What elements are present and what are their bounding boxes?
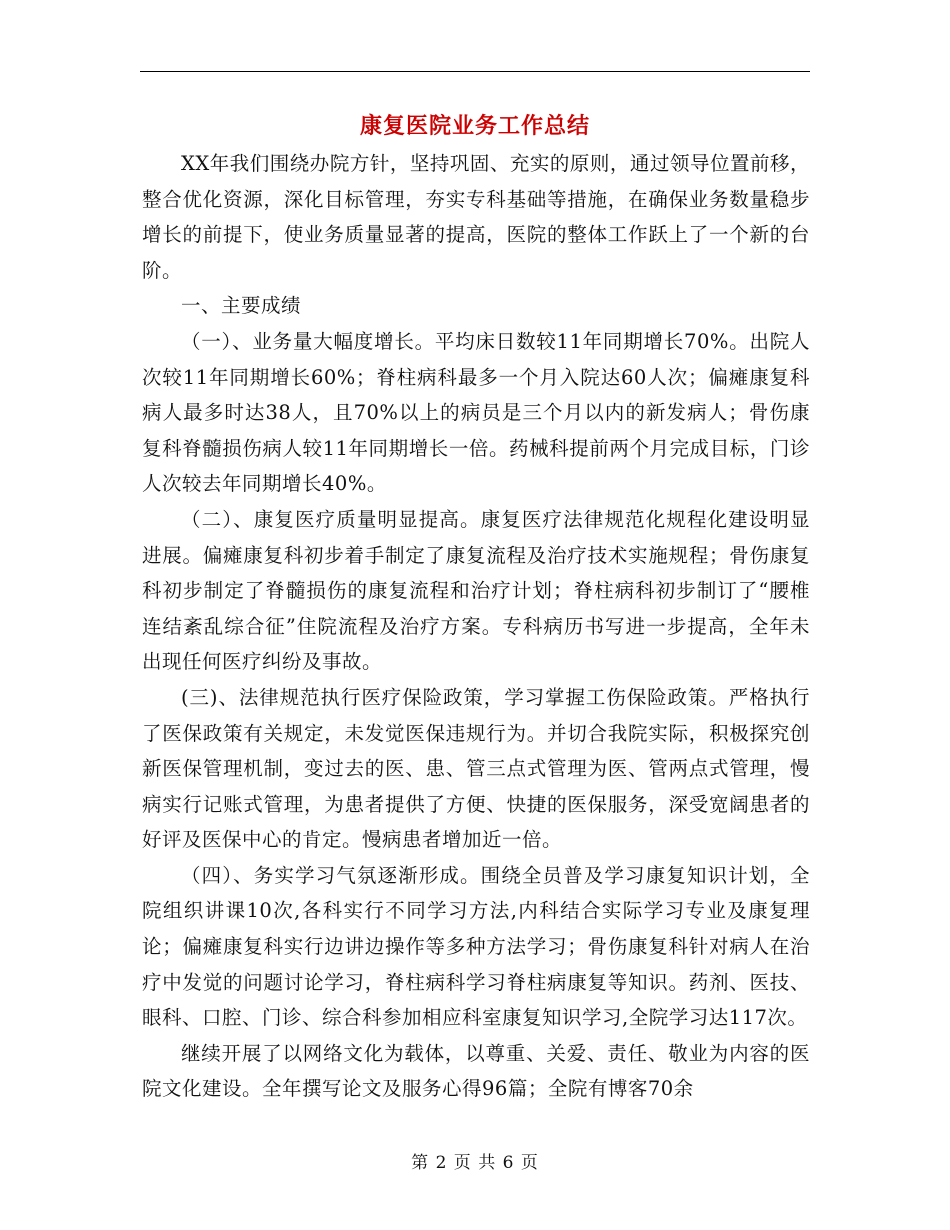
paragraph-item-1: （一）、业务量大幅度增长。平均床日数较11年同期增长70%。出院人次较11年同期增长60%；脊柱病科最多一个月入院达60人次；偏瘫康复科病人最多时达38人，且70%以上的病员是三个月以内的新发病人；骨伤康复科脊髓损伤病人较11年同期增长一倍。药械科提前两个月完成目标，门诊人次较去年同期增长40%。 — [142, 329, 810, 496]
section-heading-main-achievements: 一、主要成绩 — [181, 294, 302, 318]
document-body — [142, 146, 810, 1107]
page-number-footer: 第 2 页 共 6 页 — [411, 1153, 539, 1173]
paragraph-item-4: （四）、务实学习气氛逐渐形成。围绕全员普及学习康复知识计划，全院组织讲课10次,各科实行不同学习方法,内科结合实际学习专业及康复理论；偏瘫康复科实行边讲边操作等多种方法学习；骨伤康复科针对病人在治疗中发觉的问题讨论学习，脊柱病科学习脊柱病康复等知识。药剂、医技、眼科、口腔、门诊、综合科参加相应科室康复知识学习,全院学习达117次。 — [142, 863, 810, 1030]
paragraph-item-2: （二）、康复医疗质量明显提高。康复医疗法律规范化规程化建设明显进展。偏瘫康复科初步着手制定了康复流程及治疗技术实施规程；骨伤康复科初步制定了脊髓损伤的康复流程和治疗计划；脊柱病科初步制订了“腰椎连结紊乱综合征”住院流程及治疗方案。专科病历书写进一步提高，全年未出现任何医疗纠纷及事故。 — [142, 507, 810, 674]
paragraph-intro: XX年我们围绕办院方针，坚持巩固、充实的原则，通过领导位置前移，整合优化资源，深化目标管理，夯实专科基础等措施，在确保业务数量稳步增长的前提下，使业务质量显著的提高，医院的整体工作跃上了一个新的台阶。 — [142, 152, 810, 282]
header-rule — [140, 71, 810, 72]
document-title: 康复医院业务工作总结 — [359, 113, 590, 139]
paragraph-item-3: (三)、法律规范执行医疗保险政策，学习掌握工伤保险政策。严格执行了医保政策有关规定，未发觉医保违规行为。并切合我院实际，积极探究创新医保管理机制，变过去的医、患、管三点式管理为医、管两点式管理，慢病实行记账式管理，为患者提供了方便、快捷的医保服务，深受宽阔患者的好评及医保中心的肯定。慢病患者增加近一倍。 — [142, 685, 810, 852]
paragraph-culture: 继续开展了以网络文化为载体，以尊重、关爱、责任、敬业为内容的医院文化建设。全年撰写论文及服务心得96篇；全院有博客70余 — [142, 1041, 810, 1101]
